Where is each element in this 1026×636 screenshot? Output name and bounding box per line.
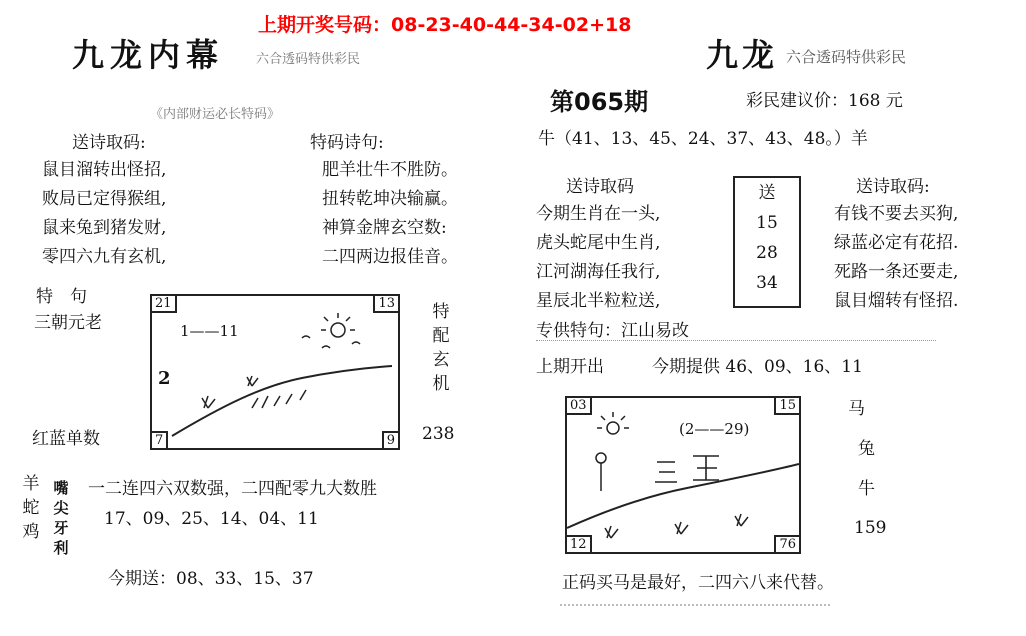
side-zodiac: 牛 [858, 479, 875, 499]
send-label: 送 [758, 183, 776, 203]
corner-number: 15 [774, 396, 801, 415]
right-bottom-line: 正码买马是最好，二四六八来代替。 [562, 573, 834, 593]
corner-number: 7 [150, 431, 168, 450]
side-zodiac: 马 [848, 399, 865, 419]
corner-number: 03 [565, 396, 592, 415]
left-picture-frame [150, 294, 400, 450]
send-number: 34 [756, 273, 778, 293]
bottom-vertical: 嘴尖牙利 [53, 479, 69, 557]
niu-line: 牛（41、13、45、24、37、43、48。）羊 [538, 129, 868, 149]
special-label: 特 句 [36, 287, 87, 307]
poem-line: 零四六九有玄机, [42, 247, 167, 267]
divider [560, 604, 830, 606]
poem-line: 二四两边报佳音。 [322, 247, 458, 267]
poem-line: 绿蓝必定有花招. [834, 233, 959, 253]
send-number: 28 [756, 243, 778, 263]
right-poem-heading: 送诗取码 [566, 177, 634, 197]
issue-number: 第065期 [550, 88, 649, 116]
bottom-line-2: 17、09、25、14、04、11 [104, 509, 319, 529]
last-draw-banner: 上期开奖号码：08-23-40-44-34-02+18 [258, 14, 632, 36]
poem-line: 神算金牌玄空数: [322, 218, 447, 238]
right-title-sub: 六合透码特供彩民 [786, 48, 907, 66]
suggested-price: 彩民建议价：168 元 [746, 91, 903, 111]
special-phrase: 专供特句：江山易改 [536, 321, 689, 341]
right-poem-heading-2: 送诗取码: [856, 177, 930, 197]
poem-line: 鼠目溜转出怪招, [42, 160, 167, 180]
left-special-poem-heading: 特码诗句: [310, 133, 384, 153]
divider [536, 340, 936, 341]
poem-line: 扭转乾坤决输赢。 [322, 189, 458, 209]
send-number: 15 [756, 213, 778, 233]
bottom-line-3: 今期送：08、33、15、37 [108, 569, 314, 589]
poem-line: 肥羊壮牛不胜防。 [322, 160, 458, 180]
picture-number: 2 [158, 368, 171, 389]
poem-line: 败局已定得猴组, [42, 189, 167, 209]
send-numbers-box [733, 176, 801, 308]
right-poem-2 [834, 200, 958, 316]
provide-line: 今期提供 46、09、16、11 [652, 357, 863, 377]
right-title: 九龙 [706, 36, 779, 74]
left-title-sub: 六合透码特供彩民 [256, 52, 361, 67]
special-text: 三朝元老 [34, 313, 102, 333]
right-picture-frame [565, 396, 801, 554]
corner-number: 21 [150, 294, 177, 313]
left-poem-heading: 送诗取码: [72, 133, 146, 153]
last-open-label: 上期开出 [536, 357, 604, 377]
poem-line: 虎头蛇尾中生肖, [536, 233, 661, 253]
poem-line: 星辰北半粒粒送, [536, 291, 661, 311]
corner-number: 12 [565, 535, 592, 554]
poem-line: 鼠来兔到猪发财, [42, 218, 167, 238]
red-blue-value: 238 [422, 424, 455, 444]
red-blue-label: 红蓝单数 [32, 429, 100, 449]
side-zodiac: 兔 [858, 439, 875, 459]
hand-drawn-landscape [152, 296, 398, 448]
picture-note: (2——29) [679, 420, 750, 438]
corner-number: 13 [373, 294, 400, 313]
left-special-poem [322, 156, 458, 272]
poem-line: 江河湖海任我行, [536, 262, 661, 282]
left-title: 九龙内幕 [72, 36, 225, 74]
poem-line: 今期生肖在一头, [536, 204, 661, 224]
poem-line: 有钱不要去买狗, [834, 204, 959, 224]
picture-note: 1——11 [180, 322, 239, 340]
left-banner: 《内部财运必长特码》 [150, 107, 281, 122]
poem-line: 鼠目熘转有怪招. [834, 291, 959, 311]
corner-number: 9 [382, 431, 400, 450]
bottom-line-1: 一二连四六双数强，二四配零九大数胜 [88, 479, 377, 499]
side-number: 159 [854, 518, 887, 538]
corner-number: 76 [774, 535, 801, 554]
left-poem [42, 156, 166, 272]
right-poem [536, 200, 660, 316]
bottom-zodiac: 羊蛇鸡 [22, 474, 40, 542]
poem-line: 死路一条还要走, [834, 262, 959, 282]
side-vertical-text: 特配玄机 [432, 302, 450, 394]
